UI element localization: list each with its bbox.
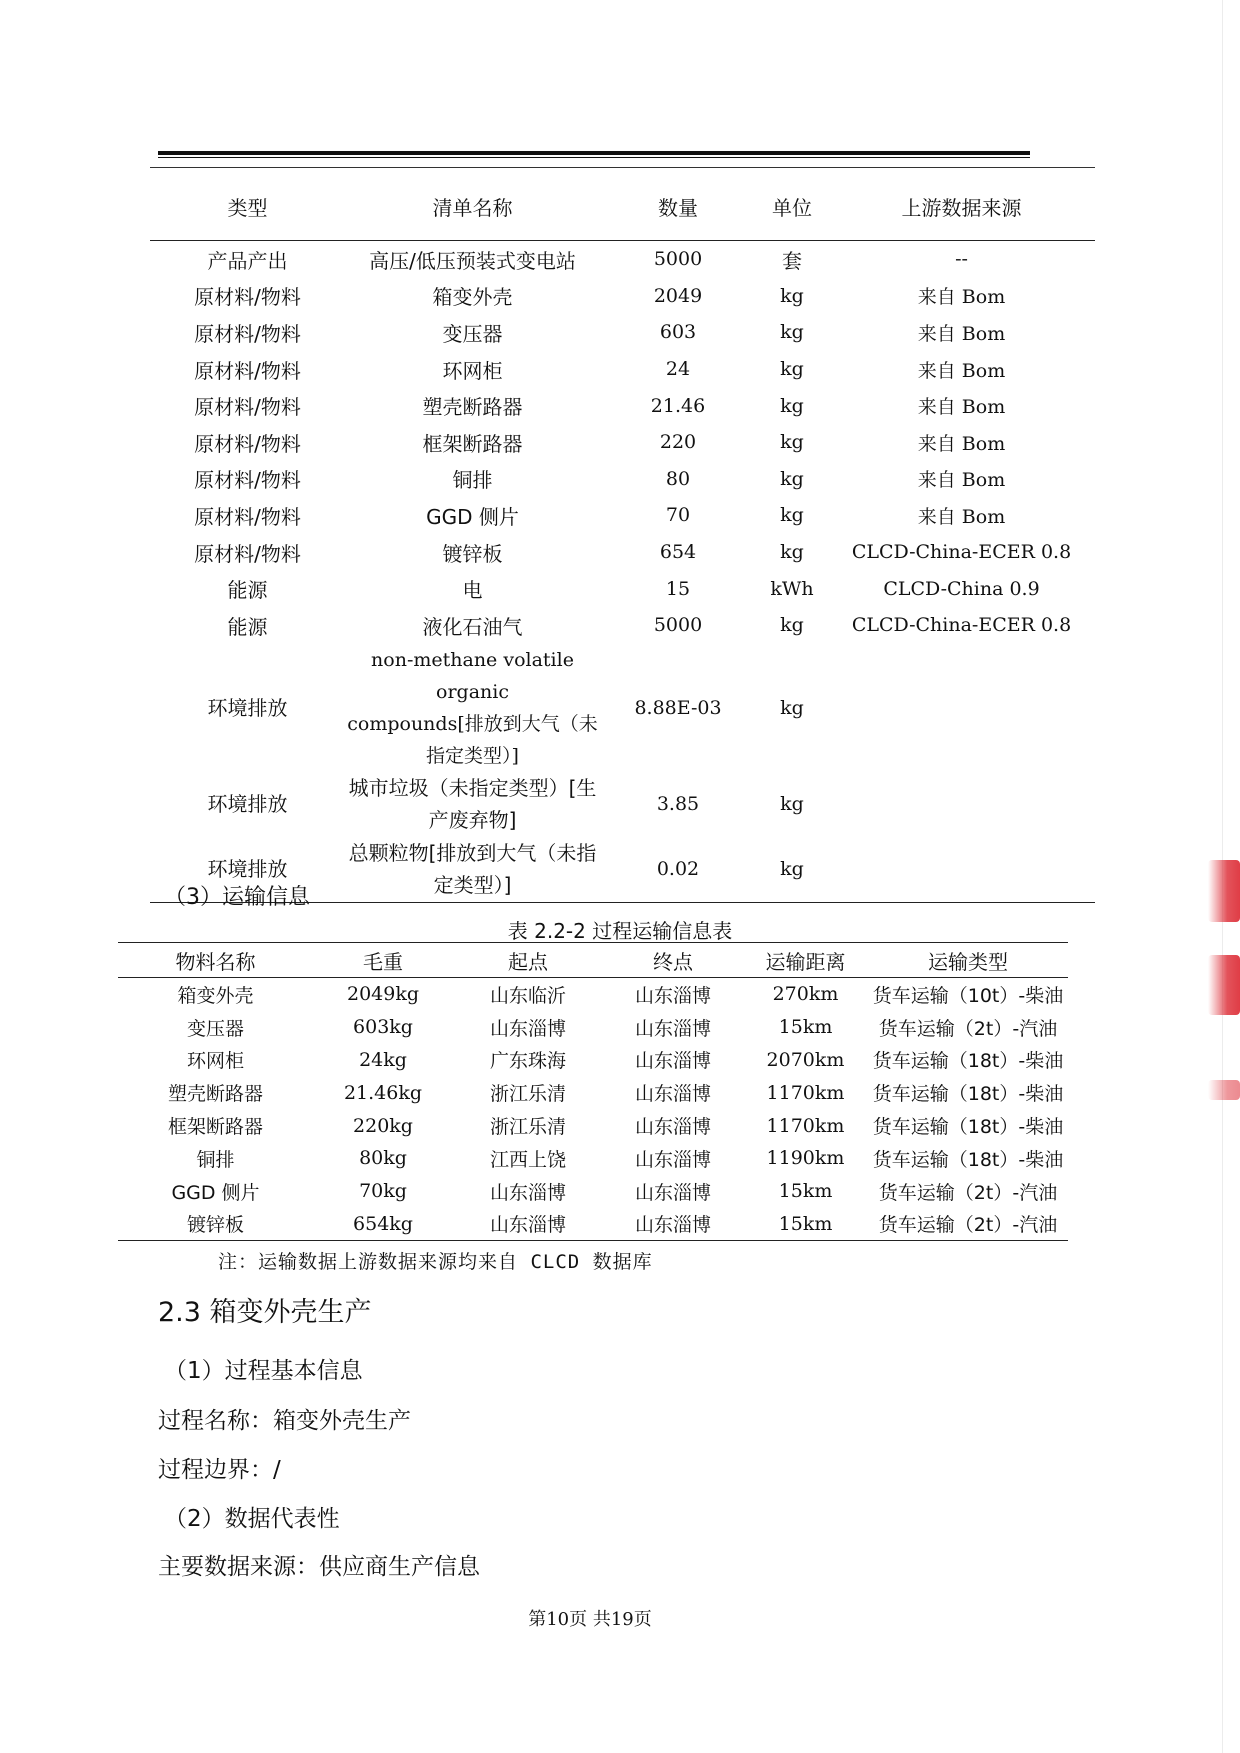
cell-quantity: 80	[665, 467, 691, 490]
cell-destination: 山东淄博	[634, 984, 711, 1007]
cell-source: --	[955, 248, 968, 271]
cell-material: 铜排	[196, 1148, 235, 1171]
cell-unit: kg	[780, 321, 804, 344]
cell-origin: 广东珠海	[489, 1050, 566, 1073]
cell-unit: kg	[780, 394, 804, 417]
cell-origin: 山东临沂	[489, 984, 566, 1007]
cell-quantity: 2049	[653, 284, 703, 307]
table-row	[150, 534, 1095, 571]
cell-name: 环网柜	[442, 358, 503, 383]
cell-distance: 1170km	[766, 1114, 845, 1137]
cell-source: CLCD-China-ECER 0.8	[851, 614, 1072, 637]
header-gross-weight: 毛重	[313, 943, 453, 978]
cell-type: 原材料/物料	[194, 541, 301, 566]
cell-distance: 270km	[772, 983, 839, 1006]
table-row	[150, 497, 1095, 534]
cell-distance: 1190km	[766, 1147, 845, 1170]
header-destination: 终点	[603, 943, 743, 978]
cell-unit: kg	[780, 541, 804, 564]
cell-type: 环境排放	[207, 792, 288, 817]
header-name: 清单名称	[345, 172, 600, 241]
transport-table	[118, 942, 1068, 1241]
seal-stamp-fragment	[1208, 860, 1240, 922]
cell-name: 镀锌板	[442, 541, 503, 566]
cell-name: 变压器	[442, 321, 503, 346]
cell-type: 能源	[227, 578, 268, 603]
cell-type: 产品产出	[207, 248, 288, 273]
cell-unit: 套	[782, 248, 802, 273]
cell-quantity: 24	[665, 358, 691, 381]
table-row	[150, 644, 1095, 772]
table-row	[118, 1011, 1068, 1044]
cell-unit: kg	[780, 504, 804, 527]
cell-gross-weight: 70kg	[359, 1180, 407, 1203]
header-transport-type: 运输类型	[868, 943, 1068, 978]
cell-source: 来自 Bom	[917, 396, 1006, 419]
cell-source: 来自 Bom	[917, 322, 1006, 345]
inventory-table	[150, 172, 1095, 903]
table-row	[150, 241, 1095, 278]
cell-transport-type: 货车运输（2t）-汽油	[878, 1017, 1058, 1040]
transport-header-row	[118, 943, 1068, 978]
cell-type: 原材料/物料	[194, 431, 301, 456]
inventory-header-row	[150, 172, 1095, 241]
process-basic-info-heading: （1）过程基本信息	[164, 1358, 363, 1384]
data-representativeness-heading: （2）数据代表性	[164, 1506, 340, 1532]
cell-name: GGD 侧片	[426, 504, 519, 529]
cell-name-line: compounds[排放到大气（未	[347, 712, 598, 735]
cell-source: 来自 Bom	[917, 505, 1006, 528]
table-row	[118, 1044, 1068, 1077]
transport-table-caption: 表 2.2-2 过程运输信息表	[507, 919, 733, 943]
cell-destination: 山东淄博	[634, 1148, 711, 1171]
cell-destination: 山东淄博	[634, 1181, 711, 1204]
cell-destination: 山东淄博	[634, 1050, 711, 1073]
cell-quantity: 70	[665, 504, 691, 527]
cell-source: 来自 Bom	[917, 286, 1006, 309]
cell-origin: 山东淄博	[453, 1208, 603, 1241]
cell-type: 原材料/物料	[194, 358, 301, 383]
cell-name	[345, 644, 600, 772]
cell-type: 原材料/物料	[194, 395, 301, 420]
table-row	[118, 1142, 1068, 1175]
cell-gross-weight: 21.46kg	[343, 1081, 423, 1104]
table-row	[118, 1208, 1068, 1241]
cell-name: 框架断路器	[422, 431, 523, 456]
cell-unit: kg	[780, 614, 804, 637]
cell-origin: 浙江乐清	[489, 1116, 566, 1139]
cell-unit: kWh	[770, 577, 814, 600]
cell-type: 环境排放	[207, 695, 288, 720]
cell-destination: 山东淄博	[603, 1208, 743, 1241]
cell-distance: 1170km	[766, 1081, 845, 1104]
header-type: 类型	[150, 172, 345, 241]
table-row	[150, 607, 1095, 644]
cell-quantity: 3.85	[656, 793, 700, 816]
cell-origin: 浙江乐清	[489, 1083, 566, 1106]
cell-material: 变压器	[186, 1017, 244, 1040]
cell-quantity: 5000	[653, 614, 703, 637]
table-row	[150, 461, 1095, 498]
cell-source	[828, 644, 1095, 772]
cell-gross-weight: 220kg	[353, 1114, 413, 1137]
header-rule-thin	[158, 157, 1030, 158]
cell-material: 箱变外壳	[177, 984, 254, 1007]
cell-name-line: 指定类型）]	[426, 744, 519, 767]
cell-name: 塑壳断路器	[422, 395, 523, 420]
header-distance: 运输距离	[743, 943, 868, 978]
cell-unit: kg	[780, 284, 804, 307]
cell-distance: 2070km	[766, 1048, 845, 1071]
header-rule-thick	[158, 151, 1030, 155]
cell-type: 原材料/物料	[194, 504, 301, 529]
table-row	[150, 314, 1095, 351]
transport-info-heading: （3）运输信息	[164, 885, 310, 910]
header-unit: 单位	[756, 172, 828, 241]
cell-transport-type: 货车运输（18t）-柴油	[872, 1083, 1064, 1106]
cell-name	[345, 772, 600, 837]
cell-gross-weight: 654kg	[313, 1208, 453, 1241]
cell-quantity: 21.46	[650, 394, 706, 417]
cell-source: CLCD-China 0.9	[883, 577, 1040, 600]
table-row	[150, 772, 1095, 837]
table-row	[118, 1076, 1068, 1109]
cell-transport-type: 货车运输（2t）-汽油	[878, 1181, 1058, 1204]
cell-quantity: 8.88E-03	[634, 696, 722, 719]
process-name-line: 过程名称：箱变外壳生产	[158, 1408, 411, 1434]
cell-type: 能源	[227, 614, 268, 639]
main-data-source-line: 主要数据来源：供应商生产信息	[158, 1554, 480, 1580]
header-material: 物料名称	[118, 943, 313, 978]
cell-type: 原材料/物料	[194, 321, 301, 346]
table-top-rule	[150, 167, 1095, 168]
cell-quantity: 220	[659, 431, 697, 454]
cell-name: 液化石油气	[422, 614, 523, 639]
cell-type: 原材料/物料	[194, 285, 301, 310]
cell-unit: kg	[780, 431, 804, 454]
cell-name-line: 定类型）]	[433, 873, 512, 898]
section-title: 2.3 箱变外壳生产	[158, 1297, 372, 1328]
cell-name: 箱变外壳	[432, 285, 513, 310]
cell-quantity: 603	[659, 321, 697, 344]
cell-transport-type: 货车运输（18t）-柴油	[872, 1050, 1064, 1073]
seal-stamp-fragment	[1208, 955, 1240, 1015]
cell-name: 铜排	[452, 468, 493, 493]
cell-unit: kg	[780, 696, 804, 719]
cell-source: 来自 Bom	[917, 359, 1006, 382]
cell-name-line: 总颗粒物[排放到大气（未指	[348, 841, 597, 866]
cell-unit: kg	[780, 358, 804, 381]
header-quantity: 数量	[600, 172, 756, 241]
cell-quantity: 15	[665, 577, 691, 600]
cell-name-line: 产废弃物]	[428, 808, 517, 833]
cell-gross-weight: 80kg	[359, 1147, 407, 1170]
cell-quantity: 5000	[653, 248, 703, 271]
table-row	[150, 424, 1095, 461]
cell-name-line: 城市垃圾（未指定类型）[生	[348, 776, 597, 801]
cell-origin: 山东淄博	[489, 1181, 566, 1204]
table-row	[150, 351, 1095, 388]
cell-name: 电	[462, 578, 483, 603]
cell-destination: 山东淄博	[634, 1017, 711, 1040]
cell-type: 环境排放	[150, 837, 345, 903]
cell-material: GGD 侧片	[171, 1181, 260, 1204]
cell-destination: 山东淄博	[634, 1083, 711, 1106]
cell-unit: kg	[780, 793, 804, 816]
transport-table-note: 注：运输数据上游数据来源均来自 CLCD 数据库	[218, 1251, 653, 1273]
cell-gross-weight: 2049kg	[346, 983, 420, 1006]
cell-destination: 山东淄博	[634, 1116, 711, 1139]
cell-type: 原材料/物料	[194, 468, 301, 493]
table-row	[150, 278, 1095, 315]
cell-material: 环网柜	[186, 1050, 244, 1073]
page-number: 第10页 共19页	[528, 1609, 652, 1630]
cell-material: 塑壳断路器	[167, 1083, 263, 1106]
cell-source: 来自 Bom	[917, 432, 1006, 455]
cell-quantity: 654	[659, 541, 697, 564]
cell-material: 镀锌板	[118, 1208, 313, 1241]
cell-transport-type: 货车运输（18t）-柴油	[872, 1148, 1064, 1171]
table-row	[118, 1109, 1068, 1142]
cell-material: 框架断路器	[167, 1116, 263, 1139]
cell-transport-type: 货车运输（18t）-柴油	[872, 1116, 1064, 1139]
cell-origin: 江西上饶	[489, 1148, 566, 1171]
cell-distance: 15km	[743, 1208, 868, 1241]
cell-source: 来自 Bom	[917, 469, 1006, 492]
header-source: 上游数据来源	[828, 172, 1095, 241]
table-row	[118, 1175, 1068, 1208]
cell-name: 高压/低压预装式变电站	[369, 248, 576, 273]
table-row	[150, 387, 1095, 424]
cell-transport-type: 货车运输（2t）-汽油	[868, 1208, 1068, 1241]
cell-transport-type: 货车运输（10t）-柴油	[872, 984, 1064, 1007]
process-boundary-line: 过程边界：/	[158, 1457, 281, 1483]
header-origin: 起点	[453, 943, 603, 978]
table-row	[118, 978, 1068, 1011]
cell-gross-weight: 24kg	[359, 1048, 407, 1071]
cell-distance: 15km	[778, 1016, 833, 1039]
table-row	[150, 570, 1095, 607]
seal-stamp-fragment	[1208, 1080, 1240, 1100]
cell-source: CLCD-China-ECER 0.8	[851, 541, 1072, 564]
cell-name-line: non-methane volatile organic	[371, 648, 574, 703]
cell-gross-weight: 603kg	[353, 1016, 413, 1039]
cell-unit: kg	[756, 837, 828, 903]
cell-origin: 山东淄博	[489, 1017, 566, 1040]
cell-unit: kg	[780, 467, 804, 490]
cell-distance: 15km	[778, 1180, 833, 1203]
cell-source	[828, 837, 1095, 903]
cell-name	[345, 837, 600, 903]
cell-quantity: 0.02	[600, 837, 756, 903]
cell-source	[828, 772, 1095, 837]
